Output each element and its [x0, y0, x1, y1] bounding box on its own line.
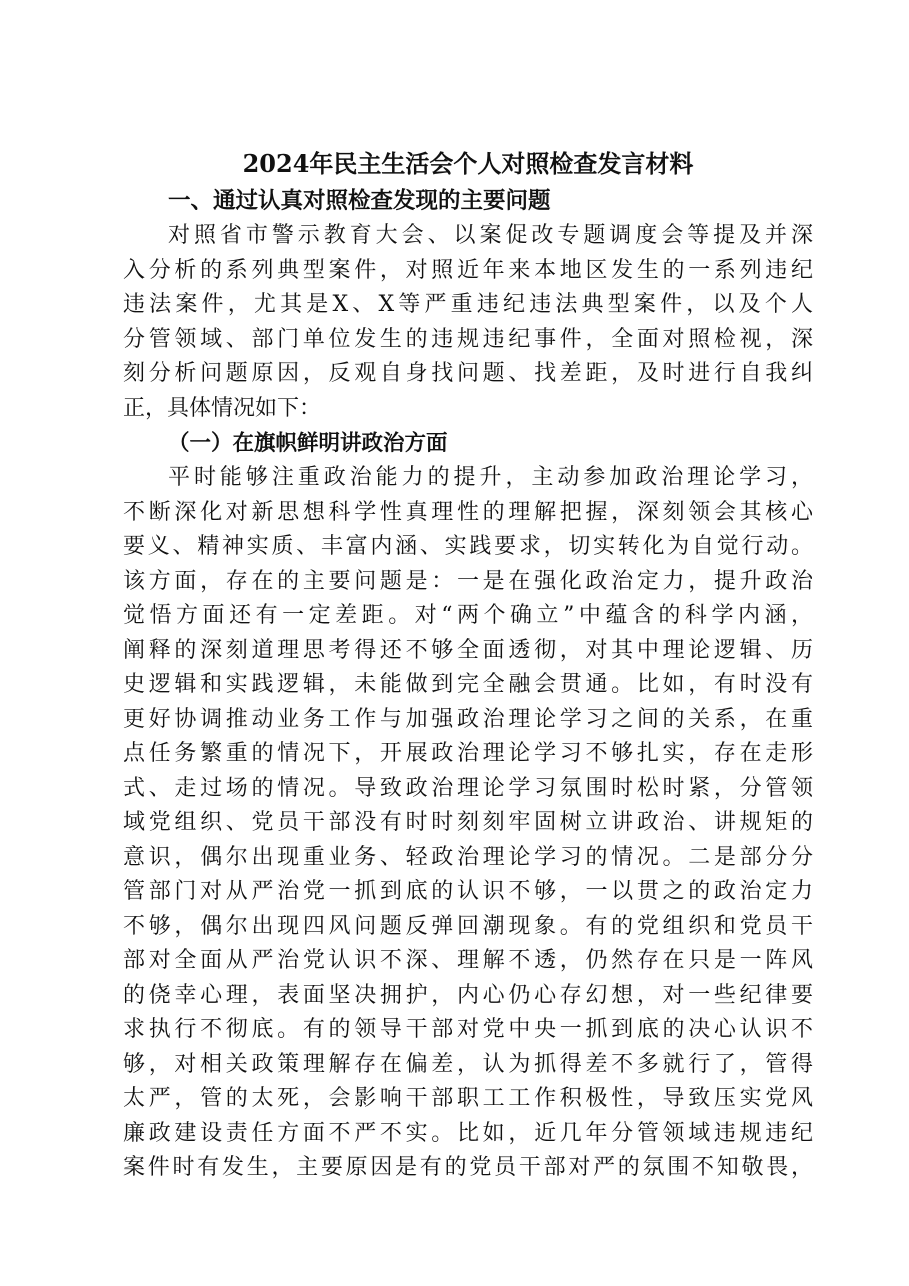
- paragraph-line: 更好协调推动业务工作与加强政治理论学习之间的关系，在重: [123, 706, 813, 732]
- section-heading: 一、通过认真对照检查发现的主要问题: [168, 188, 551, 214]
- paragraph-line: 刻分析问题原因，反观自身找问题、找差距，及时进行自我纠: [123, 361, 813, 386]
- body-paragraph: [123, 461, 813, 1186]
- paragraph-line: 域党组织、党员干部没有时时刻刻牢固树立讲政治、讲规矩的: [123, 810, 813, 835]
- paragraph-line: 廉政建设责任方面不严不实。比如，近几年分管领域违规违纪: [123, 1120, 813, 1146]
- paragraph-line: 觉悟方面还有一定差距。对“两个确立”中蕴含的科学内涵，: [123, 603, 813, 628]
- paragraph-line: 史逻辑和实践逻辑，未能做到完全融会贯通。比如，有时没有: [123, 672, 813, 697]
- paragraph-line: 求执行不彻底。有的领导干部对党中央一抓到底的决心认识不: [123, 1017, 813, 1042]
- subsection-heading: （一）在旗帜鲜明讲政治方面: [168, 431, 448, 456]
- paragraph-line: 式、走过场的情况。导致政治理论学习氛围时松时紧，分管领: [123, 775, 813, 801]
- paragraph-line: 要义、精神实质、丰富内涵、实践要求，切实转化为自觉行动。: [123, 534, 813, 559]
- paragraph-line: 太严，管的太死，会影响干部职工工作积极性，导致压实党风: [123, 1086, 813, 1111]
- paragraph-line: 平时能够注重政治能力的提升，主动参加政治理论学习，: [168, 465, 813, 490]
- paragraph-line: 入分析的系列典型案件，对照近年来本地区发生的一系列违纪: [123, 257, 813, 283]
- paragraph-line: 的侥幸心理，表面坚决拥护，内心仍心存幻想，对一些纪律要: [123, 982, 813, 1008]
- paragraph-line: 对照省市警示教育大会、以案促改专题调度会等提及并深: [168, 223, 813, 248]
- paragraph-line: 阐释的深刻道理思考得还不够全面透彻，对其中理论逻辑、历: [123, 637, 813, 663]
- paragraph-line: 部对全面从严治党认识不深、理解不透，仍然存在只是一阵风: [123, 948, 813, 973]
- paragraph-line: 点任务繁重的情况下，开展政治理论学习不够扎实，存在走形: [123, 741, 813, 766]
- intro-paragraph: [123, 219, 813, 426]
- paragraph-line: 分管领域、部门单位发生的违规违纪事件，全面对照检视，深: [123, 326, 813, 352]
- paragraph-line: 不断深化对新思想科学性真理性的理解把握，深刻领会其核心: [123, 499, 813, 525]
- document-title: 2024年民主生活会个人对照检查发言材料: [242, 149, 694, 178]
- paragraph-line: 案件时有发生，主要原因是有的党员干部对严的氛围不知敬畏，: [123, 1155, 813, 1180]
- paragraph-line: 正，具体情况如下：: [123, 395, 322, 421]
- paragraph-line: 该方面，存在的主要问题是：一是在强化政治定力，提升政治: [123, 568, 813, 594]
- paragraph-line: 意识，偶尔出现重业务、轻政治理论学习的情况。二是部分分: [123, 844, 813, 870]
- document-content: [123, 144, 813, 1186]
- paragraph-line: 够，对相关政策理解存在偏差，认为抓得差不多就行了，管得: [123, 1051, 813, 1077]
- paragraph-line: 管部门对从严治党一抓到底的认识不够，一以贯之的政治定力: [123, 879, 813, 904]
- paragraph-line: 违法案件，尤其是X、X等严重违纪违法典型案件，以及个人: [123, 292, 813, 317]
- paragraph-line: 不够，偶尔出现四风问题反弹回潮现象。有的党组织和党员干: [123, 913, 813, 939]
